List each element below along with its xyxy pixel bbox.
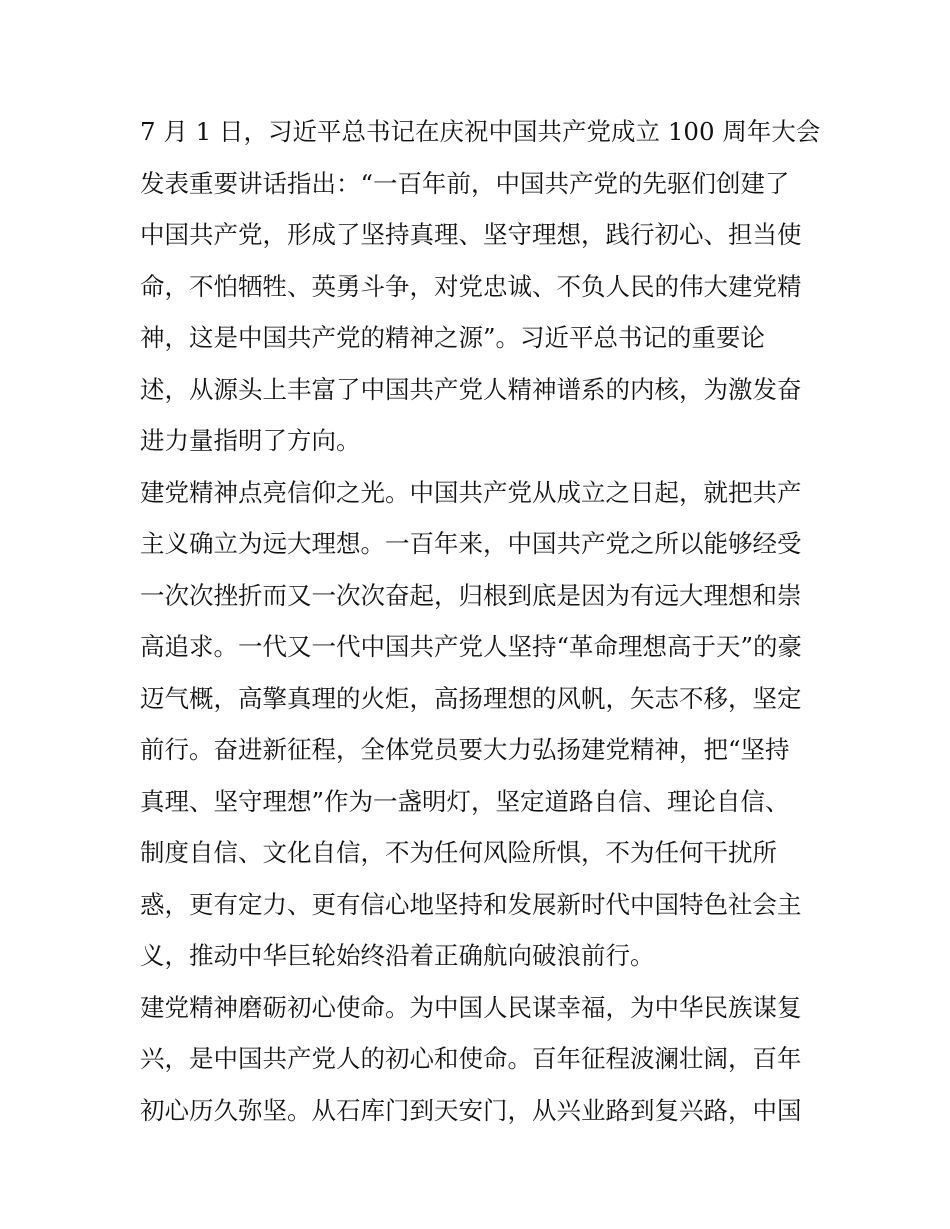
text-line-4: 命，不怕牺牲、英勇斗争，对党忠诚、不负人民的伟大建党精: [140, 271, 802, 301]
text-line-14: 真理、坚守理想”作为一盏明灯，坚定道路自信、理论自信、: [140, 786, 790, 816]
text-line-6: 述，从源头上丰富了中国共产党人精神谱系的内核，为激发奋: [140, 374, 802, 404]
text-line-7: 进力量指明了方向。: [140, 426, 361, 455]
text-line-11: 高追求。一代又一代中国共产党人坚持“革命理想高于天”的豪: [140, 632, 803, 661]
text-line-20: 初心历久弥坚。从石库门到天安门，从兴业路到复兴路，中国: [140, 1095, 802, 1125]
text-line-3: 中国共产党，形成了坚持真理、坚守理想，践行初心、担当使: [140, 220, 802, 249]
text-line-18: 建党精神磨砺初心使命。为中国人民谋幸福，为中华民族谋复: [140, 992, 802, 1022]
text-line-10: 一次次挫折而又一次次奋起，归根到底是因为有远大理想和崇: [140, 580, 802, 610]
text-line-5: 神，这是中国共产党的精神之源”。习近平总书记的重要论: [140, 323, 766, 352]
text-line-9: 主义确立为远大理想。一百年来，中国共产党之所以能够经受: [140, 529, 802, 558]
text-line-1: 7 月 1 日，习近平总书记在庆祝中国共产党成立 100 周年大会: [140, 117, 820, 146]
text-line-15: 制度自信、文化自信，不为任何风险所惧，不为任何干扰所: [140, 838, 777, 867]
text-line-12: 迈气概，高擎真理的火炬，高扬理想的风帆，矢志不移，坚定: [140, 683, 802, 713]
text-line-8: 建党精神点亮信仰之光。中国共产党从成立之日起，就把共产: [140, 477, 802, 507]
body-text: [140, 106, 820, 1136]
text-line-2: 发表重要讲话指出：“一百年前，中国共产党的先驱们创建了: [140, 168, 790, 198]
text-line-13: 前行。奋进新征程，全体党员要大力弘扬建党精神，把“坚持: [140, 735, 790, 764]
text-line-19: 兴，是中国共产党人的初心和使命。百年征程波澜壮阔，百年: [140, 1044, 802, 1073]
text-line-16: 惑，更有定力、更有信心地坚持和发展新时代中国特色社会主: [140, 889, 802, 919]
text-line-17: 义，推动中华巨轮始终沿着正确航向破浪前行。: [140, 941, 655, 970]
